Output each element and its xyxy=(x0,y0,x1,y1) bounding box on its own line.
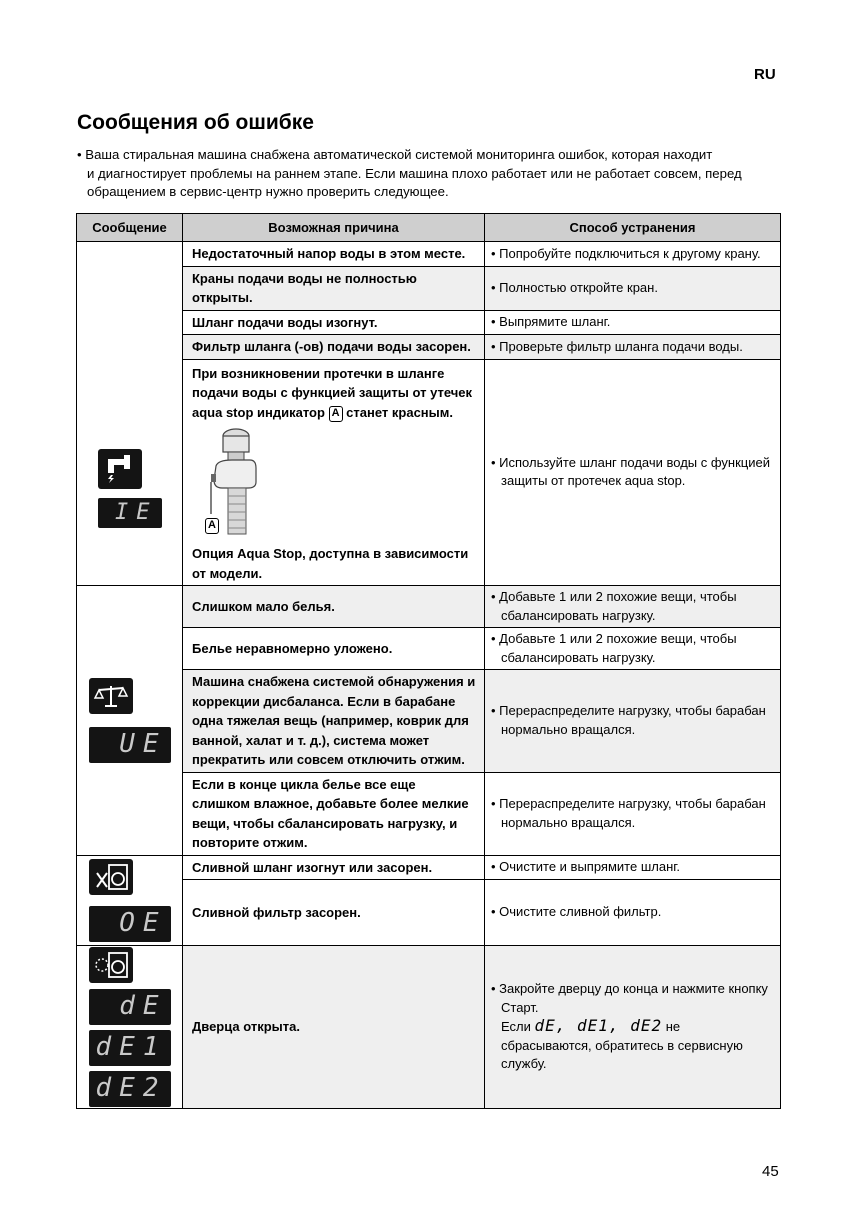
page-number: 45 xyxy=(762,1163,779,1180)
error-code-de2: dE2 xyxy=(89,1071,171,1107)
cause-cell: Краны подачи воды не полностью открыты. xyxy=(183,266,485,310)
remedy-text: • Добавьте 1 или 2 похожие вещи, чтобы сбалансировать нагрузку. xyxy=(491,630,774,667)
remedy-text: • Проверьте фильтр шланга подачи воды. xyxy=(491,338,774,357)
table-row xyxy=(77,855,781,880)
remedy-text: • Попробуйте подключиться к другому крану. xyxy=(491,245,774,264)
remedy-cell xyxy=(485,670,781,773)
table-row xyxy=(77,359,781,586)
intro-line: обращением в сервис-центр нужно проверить следующее. xyxy=(87,184,449,199)
remedy-cell xyxy=(485,242,781,267)
table-row xyxy=(77,880,781,946)
remedy-if: Если xyxy=(501,1019,531,1035)
remedy-cell xyxy=(485,880,781,946)
cause-text: При возникновении протечки в шланге подачи воды с функцией защиты от утечек aqua stop индикатор xyxy=(192,365,473,420)
water-tap-icon xyxy=(98,449,142,489)
remedy-tail: не сбрасываются, обратитесь в сервисную службу. xyxy=(501,1019,743,1072)
cause-cell: Если в конце цикла белье все еще слишком влажное, добавьте более мелкие вещи, чтобы сбалансировать нагрузку, и повторите отжим. xyxy=(183,772,485,855)
remedy-cell xyxy=(485,359,781,586)
error-code-ie: IE xyxy=(98,498,162,528)
remedy-cell xyxy=(485,310,781,335)
cause-cell xyxy=(183,946,485,1109)
remedy-text: • Добавьте 1 или 2 похожие вещи, чтобы сбалансировать нагрузку. xyxy=(491,588,774,625)
cause-cell: Недостаточный напор воды в этом месте. xyxy=(183,242,485,267)
cause-cell-aqua-stop xyxy=(183,359,485,586)
remedy-cell xyxy=(485,335,781,360)
drain-washer-icon xyxy=(89,859,133,895)
error-messages-table xyxy=(76,213,781,1109)
error-code-de1: dE1 xyxy=(89,1030,171,1066)
door-washer-icon xyxy=(89,947,133,983)
cause-cell: Белье неравномерно уложено. xyxy=(183,628,485,670)
cause-text: Дверца открыта. xyxy=(192,1019,300,1035)
intro-paragraph xyxy=(77,146,787,202)
table-row xyxy=(77,670,781,773)
header-remedy: Способ устранения xyxy=(485,214,781,242)
remedy-cell xyxy=(485,628,781,670)
remedy-cell xyxy=(485,946,781,1109)
error-code-oe: OE xyxy=(89,906,171,942)
message-cell-ie xyxy=(77,242,183,586)
balance-scale-icon xyxy=(89,678,133,714)
message-cell-de xyxy=(77,946,183,1109)
cause-cell: Машина снабжена системой обнаружения и коррекции дисбаланса. Если в барабане одна тяжелая вещь (например, коврик для ванной, халат и т. д.), система может прекратить или совсем отключить отжим. xyxy=(183,670,485,773)
page-title: Сообщения об ошибке xyxy=(77,111,314,134)
cause-text: станет красным. xyxy=(346,404,453,420)
aqua-stop-caption: Опция Aqua Stop, доступна в зависимости от модели. xyxy=(192,546,469,581)
message-cell-ue xyxy=(77,586,183,856)
remedy-cell xyxy=(485,266,781,310)
inline-error-codes: dE, dE1, dE2 xyxy=(534,1016,663,1036)
message-cell-oe xyxy=(77,855,183,946)
error-code-ue: UE xyxy=(89,727,171,763)
remedy-text: • Закройте дверцу до конца и нажмите кнопку Старт. xyxy=(491,980,774,1017)
remedy-cell xyxy=(485,772,781,855)
indicator-a-callout: A xyxy=(205,518,219,534)
remedy-cell xyxy=(485,855,781,880)
table-row xyxy=(77,335,781,360)
remedy-text: • Полностью откройте кран. xyxy=(491,279,774,298)
remedy-text-codes xyxy=(491,1017,774,1074)
remedy-cell xyxy=(485,586,781,628)
header-cause: Возможная причина xyxy=(183,214,485,242)
remedy-text: • Выпрямите шланг. xyxy=(491,313,774,332)
cause-cell: Фильтр шланга (-ов) подачи воды засорен. xyxy=(183,335,485,360)
table-row xyxy=(77,772,781,855)
remedy-text: • Перераспределите нагрузку, чтобы барабан нормально вращался. xyxy=(491,795,774,832)
table-row xyxy=(77,628,781,670)
remedy-text: • Очистите и выпрямите шланг. xyxy=(491,858,774,877)
cause-cell: Слишком мало белья. xyxy=(183,586,485,628)
table-row xyxy=(77,310,781,335)
cause-cell: Сливной фильтр засорен. xyxy=(183,880,485,946)
intro-line: и диагностирует проблемы на раннем этапе. Если машина плохо работает или не работает совсем, перед xyxy=(87,165,742,181)
remedy-text: • Используйте шланг подачи воды с функцией защиты от протечек aqua stop. xyxy=(491,454,774,491)
language-label: RU xyxy=(754,66,776,83)
remedy-text: • Перераспределите нагрузку, чтобы барабан нормально вращался. xyxy=(491,702,774,739)
remedy-text: • Очистите сливной фильтр. xyxy=(491,903,774,922)
table-header-row xyxy=(77,214,781,242)
error-code-de: dE xyxy=(89,989,171,1025)
aqua-stop-illustration xyxy=(192,426,476,544)
table-row xyxy=(77,946,781,1109)
cause-cell: Сливной шланг изогнут или засорен. xyxy=(183,855,485,880)
table-row xyxy=(77,266,781,310)
intro-line: • Ваша стиральная машина снабжена автоматической системой мониторинга ошибок, которая находит xyxy=(77,147,713,162)
cause-cell: Шланг подачи воды изогнут. xyxy=(183,310,485,335)
indicator-a-marker: A xyxy=(329,406,343,422)
header-message: Сообщение xyxy=(77,214,183,242)
table-row xyxy=(77,586,781,628)
table-row xyxy=(77,242,781,267)
